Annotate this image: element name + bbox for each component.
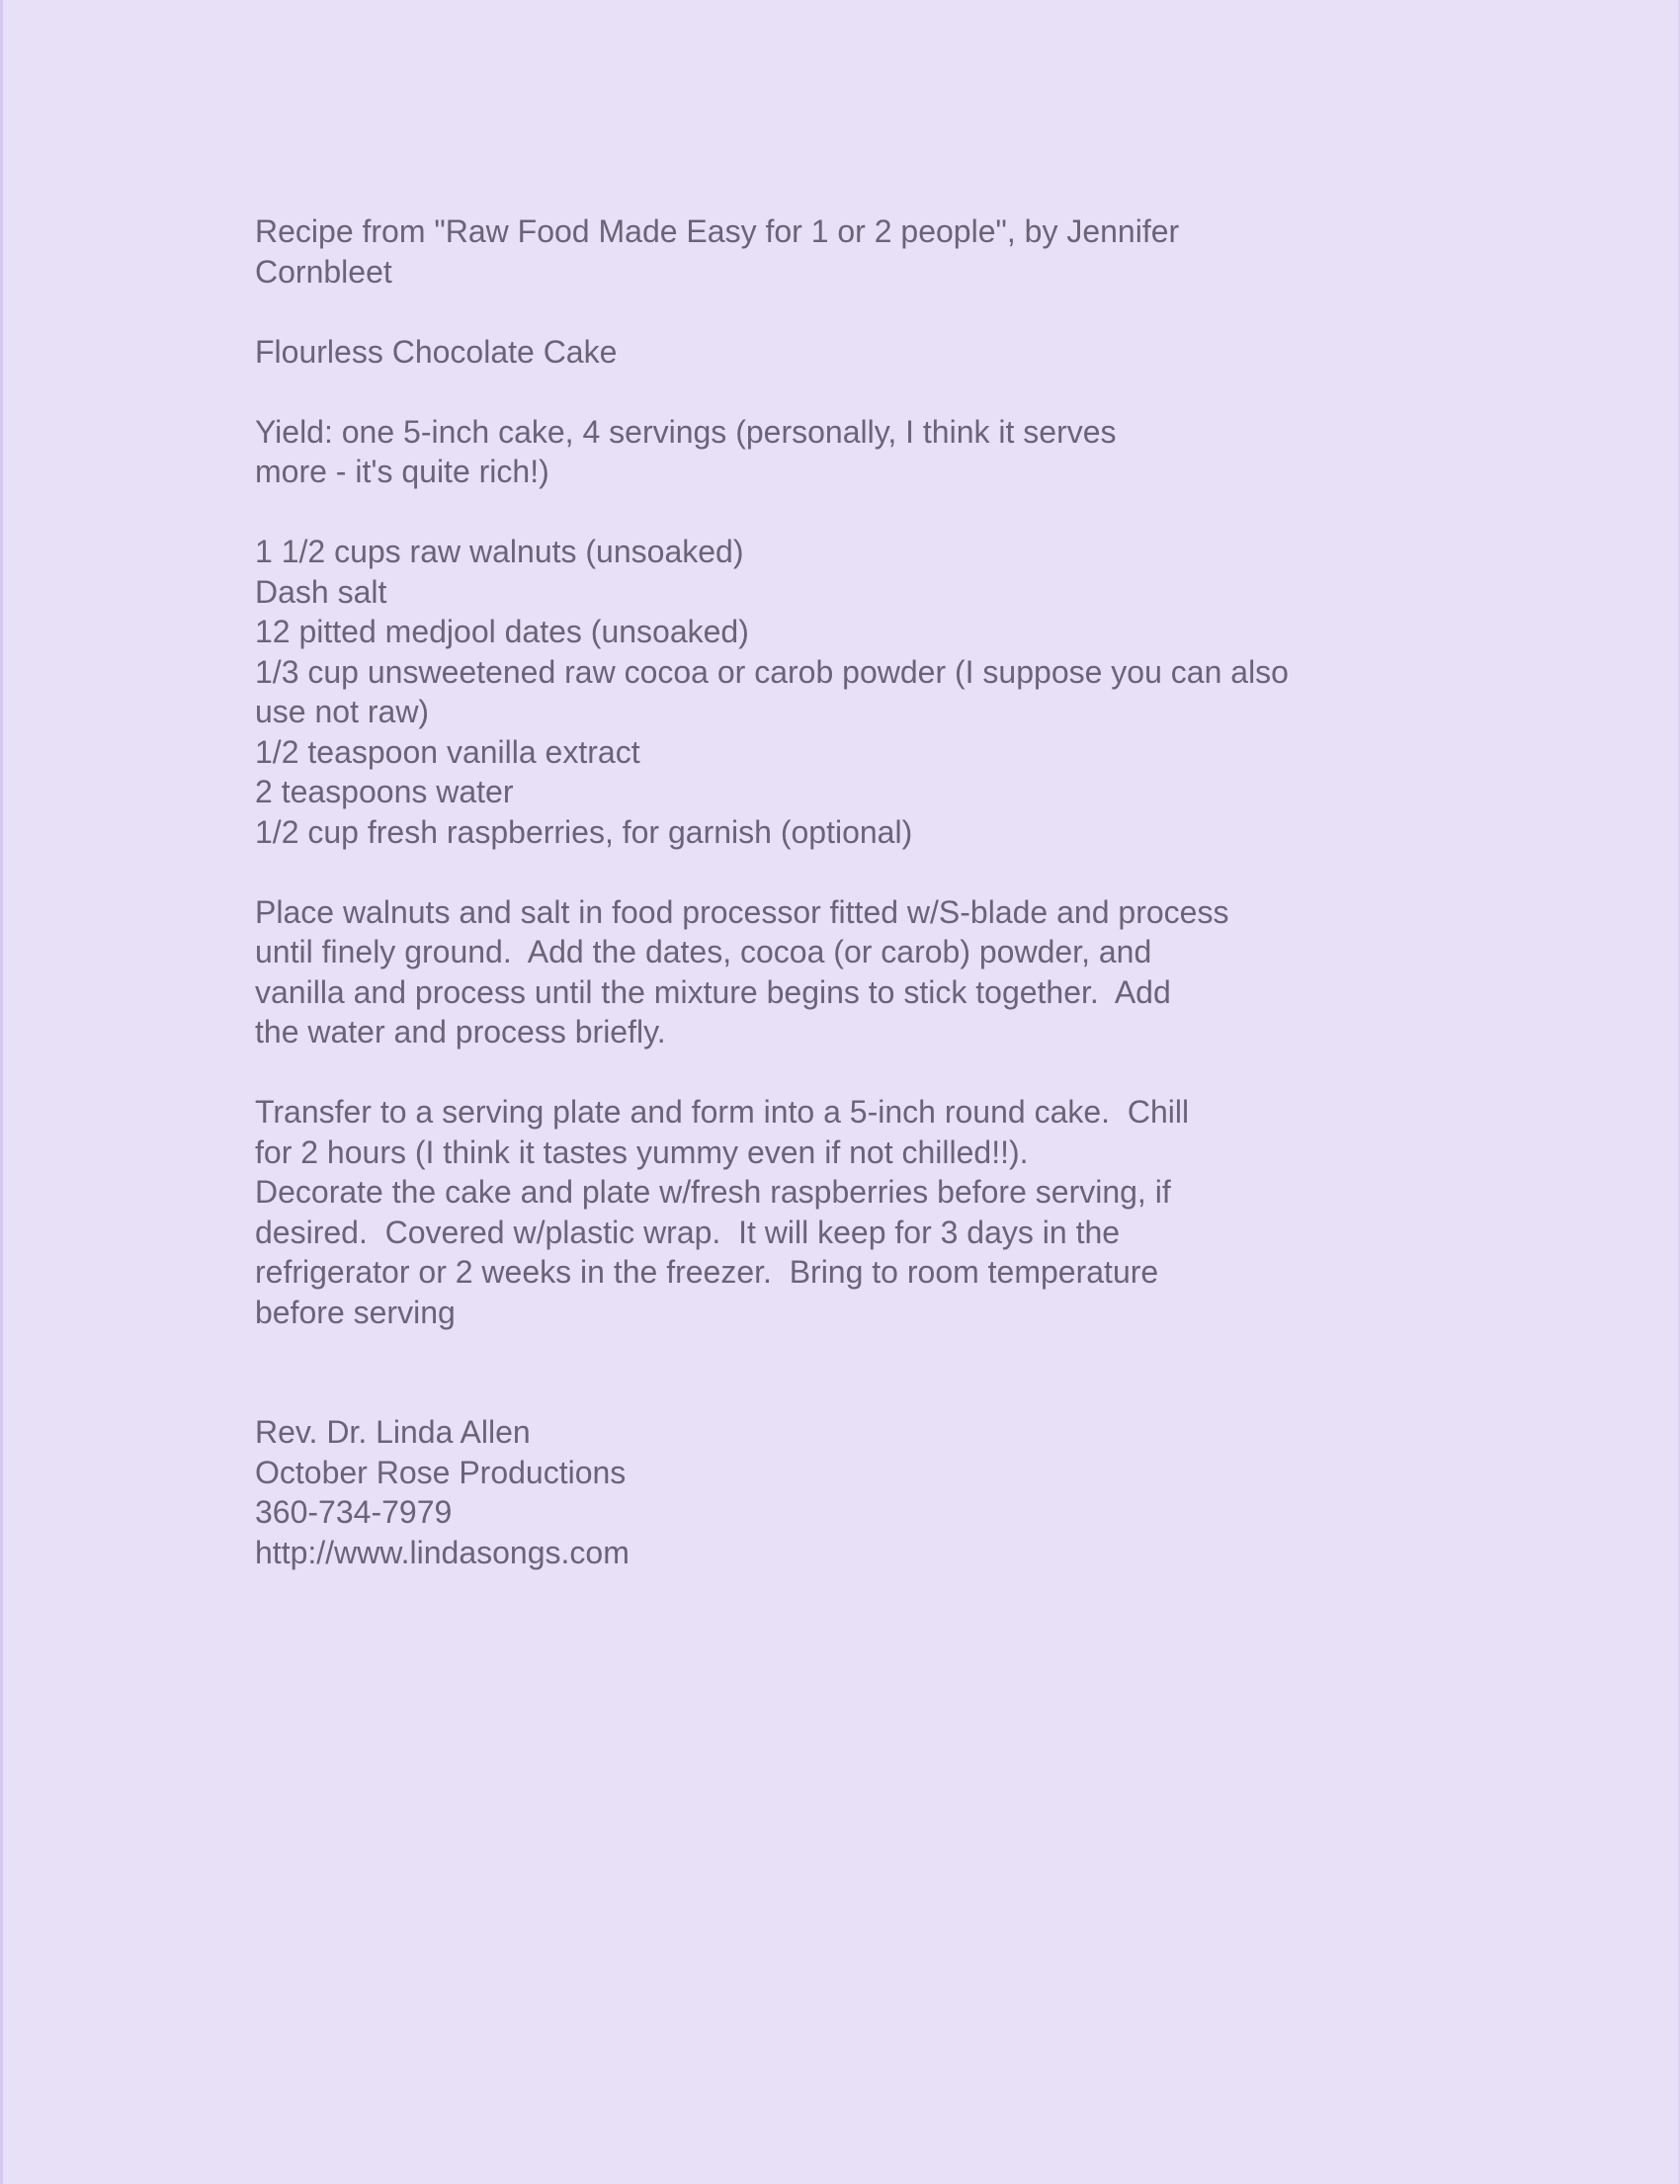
signature-block [255,1412,1441,1572]
instruction-line: before serving [255,1294,456,1330]
signature-phone: 360-734-7979 [255,1494,453,1530]
yield-line: Yield: one 5-inch cake, 4 servings (personally, I think it serves [255,413,1117,450]
ingredient-line: 1/2 teaspoon vanilla extract [255,733,640,770]
instruction-line: Place walnuts and salt in food processor fitted w/S-blade and process [255,893,1229,930]
ingredient-line: 12 pitted medjool dates (unsoaked) [255,614,749,649]
instruction-line: until finely ground. Add the dates, cocoa (or carob) powder, and [255,934,1152,969]
signature-website: http://www.lindasongs.com [255,1534,630,1570]
signature-name: Rev. Dr. Linda Allen [255,1414,531,1450]
ingredient-line: 1/2 cup fresh raspberries, for garnish (optional) [255,813,913,850]
instruction-line: the water and process briefly. [255,1014,666,1050]
ingredient-list [255,532,1441,852]
recipe-source [255,211,1441,292]
instructions-paragraph-1 [255,892,1441,1052]
spacer [255,292,1441,332]
ingredient-line: 1/3 cup unsweetened raw cocoa or carob powder (I suppose you can also [255,653,1289,690]
recipe-title: Flourless Chocolate Cake [255,333,618,370]
spacer [255,852,1441,892]
signature-company: October Rose Productions [255,1454,627,1490]
spacer [255,1332,1441,1412]
spacer [255,492,1441,533]
source-line: Cornbleet [255,253,392,290]
instruction-line: refrigerator or 2 weeks in the freezer. Bring to room temperature [255,1254,1159,1290]
yield-line: more - it's quite rich!) [255,454,549,489]
ingredient-line: 2 teaspoons water [255,774,514,809]
ingredient-line: Dash salt [255,573,387,610]
instruction-line: Transfer to a serving plate and form into a 5-inch round cake. Chill [255,1094,1190,1130]
recipe-yield [255,412,1441,492]
spacer [255,1052,1441,1093]
instruction-line: for 2 hours (I think it tastes yummy even if not chilled!!). [255,1134,1029,1170]
instruction-line: vanilla and process until the mixture begins to stick together. Add [255,973,1171,1010]
ingredient-line: use not raw) [255,694,430,729]
recipe-document [255,211,1441,1572]
source-line: Recipe from "Raw Food Made Easy for 1 or 2 people", by Jennifer [255,213,1180,249]
instructions-paragraph-2 [255,1092,1441,1332]
instruction-line: desired. Covered w/plastic wrap. It will keep for 3 days in the [255,1214,1121,1250]
ingredient-line: 1 1/2 cups raw walnuts (unsoaked) [255,534,744,569]
instruction-line: Decorate the cake and plate w/fresh raspberries before serving, if [255,1174,1171,1210]
page-edge-left [0,0,3,2184]
spacer [255,372,1441,412]
